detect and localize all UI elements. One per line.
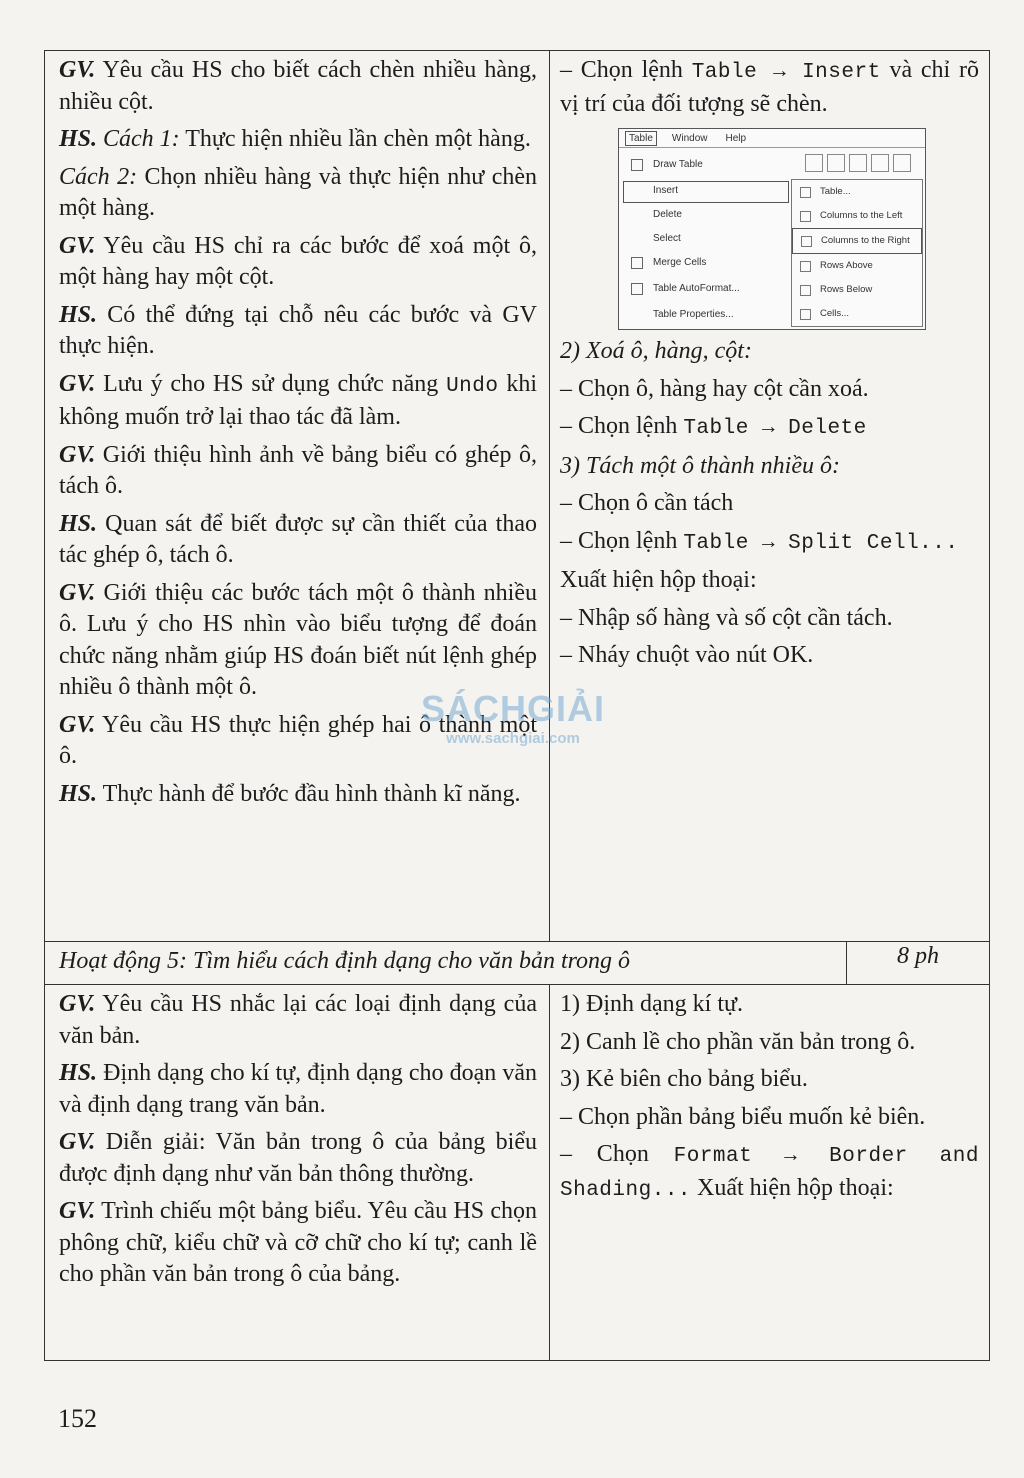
list-item: GV. Lưu ý cho HS sử dụng chức năng Undo khi không muốn trở lại thao tác đã làm. (59, 370, 538, 430)
list-item: 2) Canh lề cho phần văn bản trong ô. (560, 1028, 916, 1055)
menu-help[interactable]: Help (725, 132, 747, 144)
list-item: HS. Cách 1: Thực hiện nhiều lần chèn một hàng. (59, 126, 531, 152)
cell-icon[interactable] (893, 154, 911, 172)
list-item: GV. Yêu cầu HS thực hiện ghép hai ô thành một ô. (59, 711, 537, 769)
activity-title: Hoạt động 5: Tìm hiểu cách định dạng cho văn bản trong ô (45, 942, 847, 985)
list-item: HS. Định dạng cho kí tự, định dạng cho đoạn văn và định dạng trang văn bản. (59, 1060, 537, 1118)
list-item: – Nhập số hàng và số cột cần tách. (560, 604, 893, 631)
table-row (45, 51, 990, 942)
submenu-item-rows-below[interactable]: Rows Below (792, 278, 922, 302)
list-item: – Chọn phần bảng biểu muốn kẻ biên. (560, 1103, 926, 1130)
list-item: GV. Diễn giải: Văn bản trong ô của bảng biểu được định dạng như văn bản thông thường. (59, 1129, 537, 1187)
list-item: HS. Thực hành để bước đầu hình thành kĩ năng. (59, 780, 521, 807)
table-menu-screenshot (618, 128, 926, 330)
table-icon (800, 187, 811, 198)
menu-item-select[interactable]: Select ▸ (625, 229, 813, 249)
list-item: – Chọn ô cần tách (560, 490, 734, 516)
page-number: 152 (58, 1404, 97, 1433)
list-item: Xuất hiện hộp thoại: (560, 567, 757, 593)
menu-item-delete[interactable]: Delete ▸ (625, 205, 813, 225)
list-item: GV. Trình chiếu một bảng biểu. Yêu cầu HS chọn phông chữ, kiểu chữ và cỡ chữ cho kí tự; canh lề cho phần văn bản trong ô của bảng. (59, 1198, 537, 1287)
content-column (550, 985, 990, 1361)
content-column (550, 51, 990, 942)
list-item: 3) Kẻ biên cho bảng biểu. (560, 1066, 808, 1092)
submenu-item-rows-above[interactable]: Rows Above (792, 254, 922, 278)
menu-item-draw-table[interactable]: Draw Table (625, 155, 813, 175)
list-item: Cách 2: Chọn nhiều hàng và thực hiện như chèn một hàng. (59, 163, 538, 221)
list-item: GV. Yêu cầu HS cho biết cách chèn nhiều hàng, nhiều cột. (59, 57, 537, 115)
list-item: GV. Yêu cầu HS nhắc lại các loại định dạng của văn bản. (59, 991, 537, 1049)
list-item: GV. Giới thiệu các bước tách một ô thành nhiều ô. Lưu ý cho HS nhìn vào biểu tượng để đoán chức năng nhằm giúp HS đoán biết nút lệnh ghép nhiều ô thành một ô. (59, 579, 537, 700)
list-item: – Chọn lệnh Table → Split Cell... (560, 527, 959, 555)
submenu-item-table[interactable]: Table... (792, 180, 922, 204)
row-below-icon (800, 285, 811, 296)
list-item: GV. Yêu cầu HS chỉ ra các bước để xoá một ô, một hàng hay một cột. (59, 232, 537, 290)
watermark-brand: SÁCHGIẢI (420, 688, 605, 729)
menu-item-properties[interactable]: Table Properties... (653, 309, 734, 320)
column-right-icon[interactable] (849, 154, 867, 172)
table-row (45, 942, 990, 985)
watermark-url: www.sachgiai.com (446, 730, 580, 747)
menu-table[interactable]: Table (625, 131, 657, 146)
column-right-icon (801, 236, 812, 247)
insert-instruction: – Chọn lệnh Table → Insert và chỉ rõ vị trí của đối tượng sẽ chèn. (560, 57, 980, 117)
menu-bar (619, 129, 925, 148)
menu-item-merge-cells[interactable]: Merge Cells (625, 253, 813, 273)
column-left-icon (800, 211, 811, 222)
list-item: – Chọn ô, hàng hay cột cần xoá. (560, 375, 869, 402)
activity-duration: 8 ph (847, 942, 990, 985)
menu-window[interactable]: Window (671, 132, 708, 144)
menu-item-insert[interactable]: Insert ▸ (625, 181, 813, 201)
delete-heading: 2) Xoá ô, hàng, cột: (560, 338, 752, 364)
list-item: GV. Giới thiệu hình ảnh về bảng biểu có ghép ô, tách ô. (59, 441, 537, 499)
table-row (45, 985, 990, 1361)
list-item: HS. Có thể đứng tại chỗ nêu các bước và GV thực hiện. (59, 301, 537, 359)
teacher-student-column (45, 51, 550, 942)
menu-item-autoformat[interactable]: Table AutoFormat... (625, 279, 813, 299)
list-item: HS. Quan sát để biết được sự cần thiết của thao tác ghép ô, tách ô. (59, 510, 537, 568)
autoformat-icon (631, 283, 643, 295)
list-item: – Nháy chuột vào nút OK. (560, 642, 814, 668)
column-left-icon[interactable] (827, 154, 845, 172)
submenu-item-columns-right[interactable]: Columns to the Right (792, 228, 922, 254)
watermark (408, 688, 618, 747)
toolbar-icons (805, 153, 919, 173)
list-item: 1) Định dạng kí tự. (560, 991, 743, 1017)
pencil-icon (631, 159, 643, 171)
teacher-student-column (45, 985, 550, 1361)
submenu-item-columns-left[interactable]: Columns to the Left (792, 204, 922, 228)
list-item: – Chọn Format → Border and Shading... Xuất hiện hộp thoại: (560, 1141, 979, 1202)
row-above-icon (800, 261, 811, 272)
row-icon[interactable] (871, 154, 889, 172)
list-item: – Chọn lệnh Table → Delete (560, 413, 867, 440)
cell-icon (800, 309, 811, 320)
merge-icon (631, 257, 643, 269)
submenu-item-cells[interactable]: Cells... (792, 302, 922, 326)
insert-submenu (791, 179, 923, 327)
split-heading: 3) Tách một ô thành nhiều ô: (560, 452, 840, 479)
